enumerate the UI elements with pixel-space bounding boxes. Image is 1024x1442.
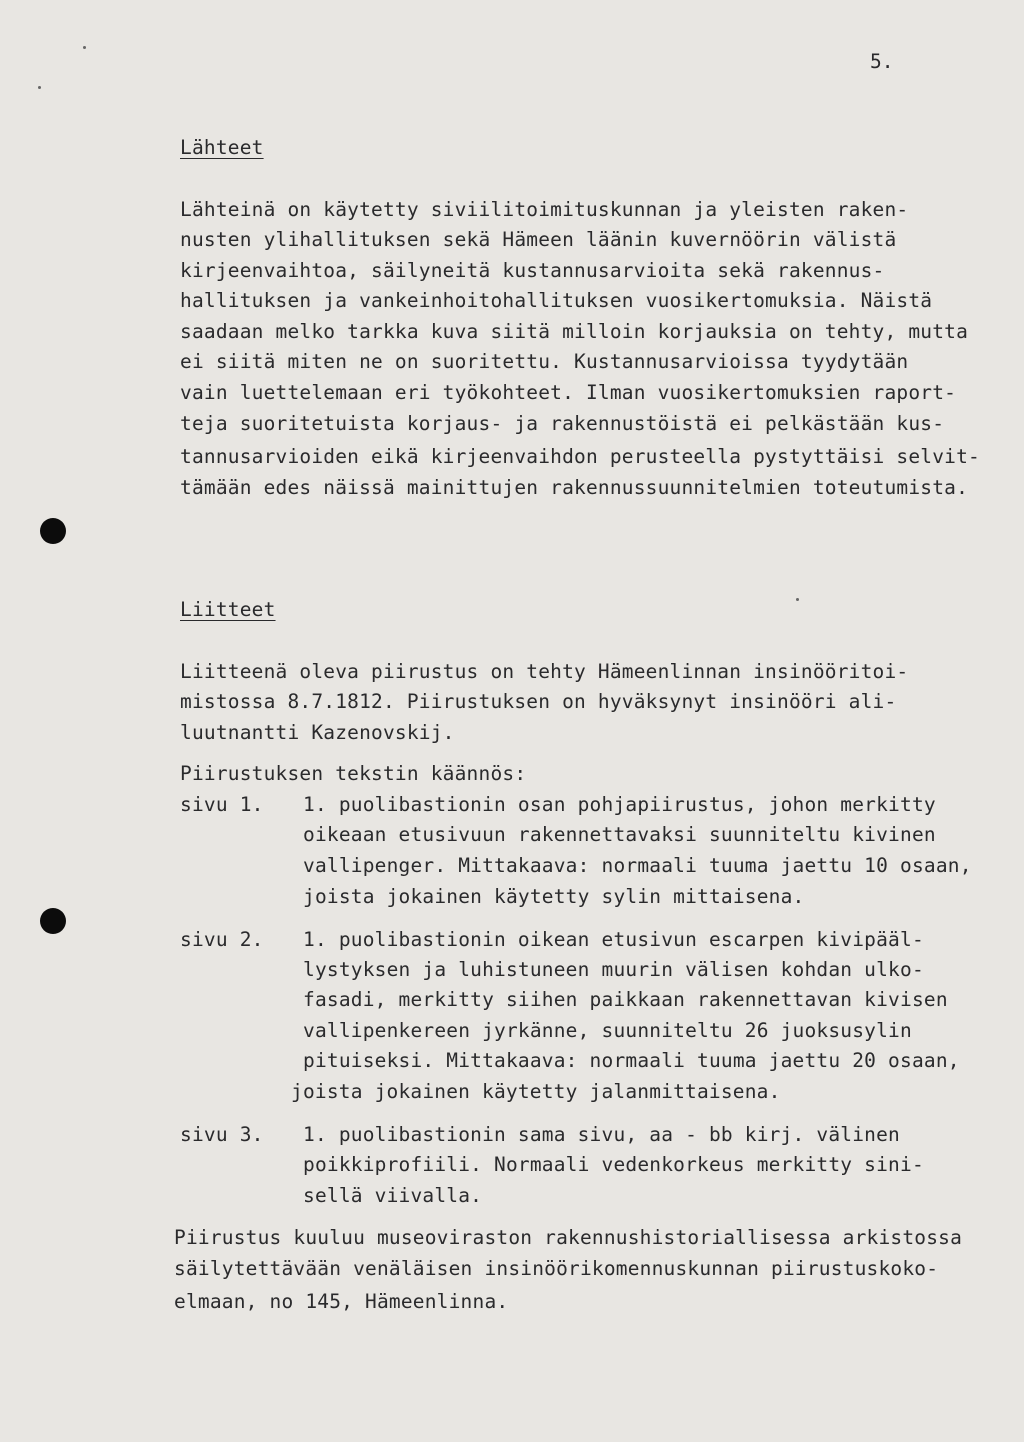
- paper-speck: [83, 46, 86, 49]
- text-line: fasadi, merkitty siihen paikkaan rakennettavan kivisen: [303, 988, 948, 1011]
- text-line: tannusarvioiden eikä kirjeenvaihdon perusteella pystyttäisi selvit-: [180, 445, 980, 468]
- paper-speck: [38, 86, 41, 89]
- page-number: 5.: [870, 50, 894, 73]
- punch-hole-upper: [40, 518, 66, 544]
- page-label: sivu 1.: [180, 793, 264, 816]
- text-line: lystyksen ja luhistuneen muurin välisen kohdan ulko-: [303, 958, 924, 981]
- text-line: säilytettävään venäläisen insinöörikomennuskunnan piirustuskoko-: [174, 1257, 939, 1280]
- paper-speck: [796, 598, 799, 601]
- translation-label: Piirustuksen tekstin käännös:: [180, 762, 527, 785]
- text-line: kirjeenvaihtoa, säilyneitä kustannusarvioita sekä rakennus-: [180, 259, 885, 282]
- text-line: 1. puolibastionin oikean etusivun escarpen kivipääl-: [303, 928, 924, 951]
- text-line: sellä viivalla.: [303, 1184, 483, 1207]
- text-line: nusten ylihallituksen sekä Hämeen läänin kuvernöörin välistä: [180, 228, 897, 251]
- text-line: ei siitä miten ne on suoritettu. Kustannusarvioissa tyydytään: [180, 350, 909, 373]
- text-line: 1. puolibastionin osan pohjapiirustus, johon merkitty: [303, 793, 936, 816]
- punch-hole-lower: [40, 908, 66, 934]
- section-heading-sources: Lähteet: [180, 136, 264, 159]
- text-line: vallipenkereen jyrkänne, suunniteltu 26 juoksusylin: [303, 1019, 912, 1042]
- text-line: vallipenger. Mittakaava: normaali tuuma jaettu 10 osaan,: [303, 854, 972, 877]
- text-line: elmaan, no 145, Hämeenlinna.: [174, 1290, 509, 1313]
- page-label: sivu 2.: [180, 928, 264, 951]
- text-line: 1. puolibastionin sama sivu, aa - bb kirj. välinen: [303, 1123, 900, 1146]
- page-label: sivu 3.: [180, 1123, 264, 1146]
- text-line: Liitteenä oleva piirustus on tehty Hämeenlinnan insinööritoi-: [180, 660, 909, 683]
- text-line: teja suoritetuista korjaus- ja rakennustöistä ei pelkästään kus-: [180, 412, 945, 435]
- text-line: poikkiprofiili. Normaali vedenkorkeus merkitty sini-: [303, 1153, 924, 1176]
- section-heading-attachments: Liitteet: [180, 598, 276, 621]
- text-line: vain luettelemaan eri työkohteet. Ilman vuosikertomuksien raport-: [180, 381, 957, 404]
- text-line: oikeaan etusivuun rakennettavaksi suunniteltu kivinen: [303, 823, 936, 846]
- text-line: joista jokainen käytetty jalanmittaisena.: [291, 1080, 781, 1103]
- text-line: luutnantti Kazenovskij.: [180, 721, 455, 744]
- text-line: Lähteinä on käytetty siviilitoimituskunnan ja yleisten raken-: [180, 198, 909, 221]
- text-line: pituiseksi. Mittakaava: normaali tuuma jaettu 20 osaan,: [303, 1049, 960, 1072]
- text-line: hallituksen ja vankeinhoitohallituksen vuosikertomuksia. Näistä: [180, 289, 933, 312]
- text-line: tämään edes näissä mainittujen rakennussuunnitelmien toteutumista.: [180, 476, 969, 499]
- text-line: joista jokainen käytetty sylin mittaisena.: [303, 885, 805, 908]
- text-line: mistossa 8.7.1812. Piirustuksen on hyväksynyt insinööri ali-: [180, 690, 897, 713]
- text-line: saadaan melko tarkka kuva siitä milloin korjauksia on tehty, mutta: [180, 320, 969, 343]
- text-line: Piirustus kuuluu museoviraston rakennushistoriallisessa arkistossa: [174, 1226, 963, 1249]
